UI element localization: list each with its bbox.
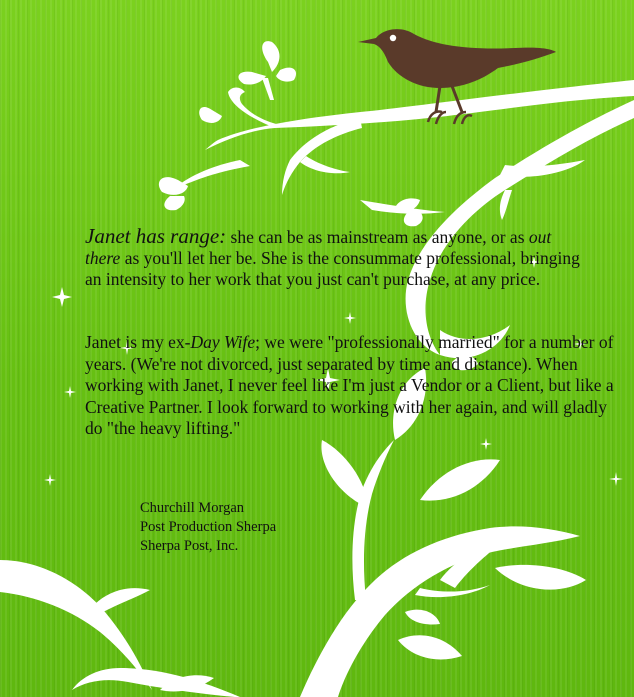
intro-text-2: as you'll let her be. She is the consummate professional, bringing an intensity to her work that you just can't purchase, at any price. bbox=[85, 248, 580, 289]
testimonial-body bbox=[85, 332, 625, 440]
signature-name: Churchill Morgan bbox=[140, 500, 245, 516]
signature-company: Sherpa Post, Inc. bbox=[140, 538, 239, 554]
leaf-icon bbox=[398, 635, 462, 659]
intro-emphasis: out there bbox=[85, 227, 552, 268]
leaf-icon bbox=[321, 440, 368, 505]
leaf-icon bbox=[420, 459, 500, 500]
signature-title: Post Production Sherpa bbox=[140, 519, 277, 535]
intro-text-1: she can be as mainstream as anyone, or as bbox=[226, 227, 529, 247]
body-emphasis: Day Wife bbox=[190, 332, 256, 352]
testimonial-intro bbox=[85, 226, 585, 290]
intro-lead: Janet has range: bbox=[85, 224, 227, 248]
leaf-icon bbox=[495, 565, 586, 590]
signature-block bbox=[140, 499, 276, 556]
body-text-2: ; we were "professionally married" for a number of years. (We're not divorced, just separated by time and distance). When working with Janet, I never feel like I'm just a Vendor or a Client, but like a Creative Partner. I look forward to working with her again, and will gladly do "the heavy lifting." bbox=[85, 332, 614, 438]
body-text-1: Janet is my ex- bbox=[85, 332, 191, 352]
